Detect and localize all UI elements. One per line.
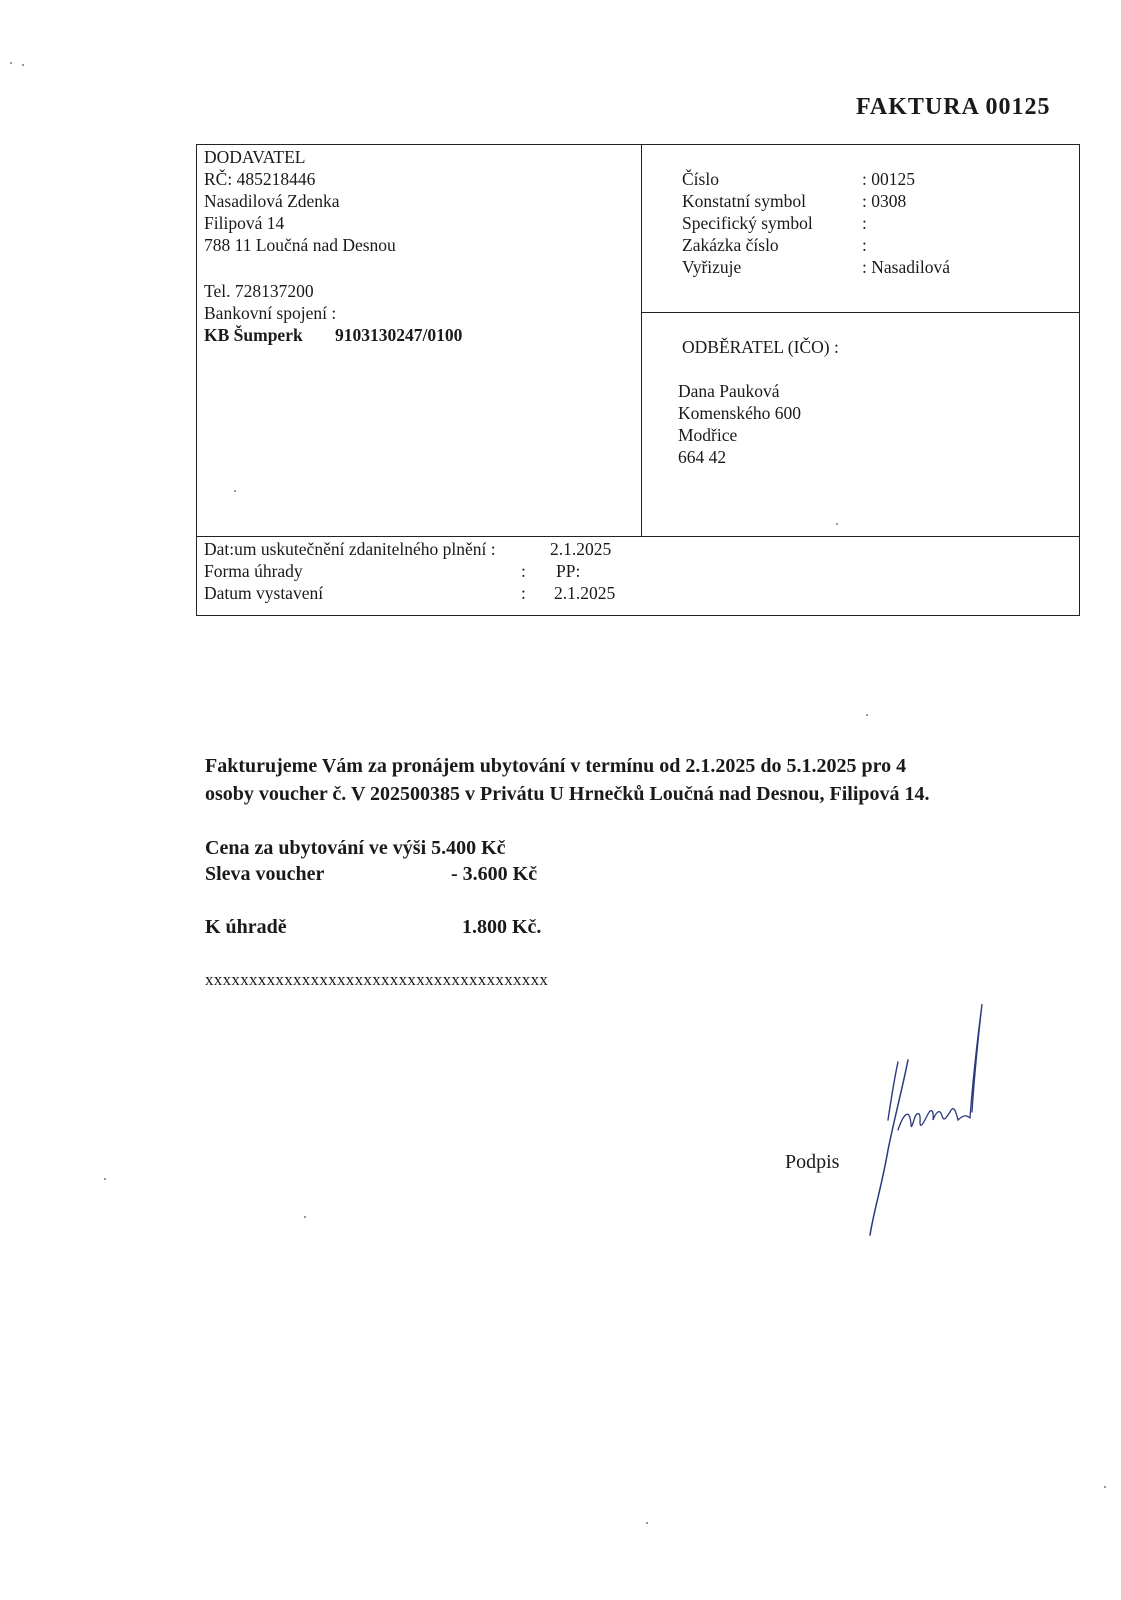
- total-label: K úhradě: [205, 916, 287, 938]
- signature-label: Podpis: [785, 1151, 840, 1173]
- info-value-konstantni: : 0308: [862, 191, 907, 211]
- info-value-zakazka: :: [862, 235, 867, 255]
- supplier-bank-name: KB Šumperk: [204, 325, 303, 345]
- table-divider-vertical: [641, 144, 642, 536]
- customer-name: Dana Pauková: [678, 381, 780, 401]
- discount-value: - 3.600 Kč: [451, 863, 538, 885]
- issue-date-colon: :: [521, 583, 526, 603]
- info-label-vyrizuje: Vyřizuje: [682, 257, 742, 277]
- customer-street: Komenského 600: [678, 403, 801, 423]
- info-value-vyrizuje: : Nasadilová: [862, 257, 950, 277]
- scan-speck: [836, 523, 838, 525]
- handwritten-signature: [858, 1000, 1008, 1240]
- supplier-bank-account: 9103130247/0100: [335, 325, 463, 345]
- total-value: 1.800 Kč.: [462, 916, 542, 938]
- payment-method-colon: :: [521, 561, 526, 581]
- scan-speck: [1104, 1486, 1106, 1488]
- table-divider-right: [641, 312, 1080, 313]
- price-label: Cena za ubytování ve výši 5.400 Kč: [205, 837, 506, 859]
- taxable-date-label: Dat:um uskutečnění zdanitelného plnění :: [204, 539, 496, 559]
- info-label-zakazka: Zakázka číslo: [682, 235, 779, 255]
- body-text-line-2: osoby voucher č. V 202500385 v Privátu U Hrnečků Loučná nad Desnou, Filipová 14.: [205, 783, 930, 805]
- customer-city: Modřice: [678, 425, 738, 445]
- scan-speck: [22, 64, 24, 66]
- supplier-phone: Tel. 728137200: [204, 281, 314, 301]
- discount-label: Sleva voucher: [205, 863, 325, 885]
- invoice-title: FAKTURA 00125: [856, 94, 1051, 120]
- supplier-bank-label: Bankovní spojení :: [204, 303, 337, 323]
- supplier-city: 788 11 Loučná nad Desnou: [204, 235, 396, 255]
- supplier-rc: RČ: 485218446: [204, 169, 316, 189]
- scan-speck: [234, 490, 236, 492]
- payment-method-value: PP:: [556, 561, 581, 581]
- issue-date-value: 2.1.2025: [554, 583, 616, 603]
- body-text-line-1: Fakturujeme Vám za pronájem ubytování v termínu od 2.1.2025 do 5.1.2025 pro 4: [205, 755, 907, 777]
- supplier-name: Nasadilová Zdenka: [204, 191, 340, 211]
- info-label-konstantni: Konstatní symbol: [682, 191, 806, 211]
- supplier-heading: DODAVATEL: [204, 147, 306, 167]
- info-label-specificky: Specifický symbol: [682, 213, 813, 233]
- scan-speck: [866, 714, 868, 716]
- supplier-street: Filipová 14: [204, 213, 285, 233]
- scan-speck: [104, 1178, 106, 1180]
- customer-heading: ODBĚRATEL (IČO) :: [682, 337, 839, 357]
- info-value-cislo: : 00125: [862, 169, 915, 189]
- issue-date-label: Datum vystavení: [204, 583, 324, 603]
- payment-method-label: Forma úhrady: [204, 561, 303, 581]
- scan-speck: [10, 62, 12, 64]
- separator-line: xxxxxxxxxxxxxxxxxxxxxxxxxxxxxxxxxxxxxxx: [205, 970, 549, 989]
- scan-speck: [304, 1216, 306, 1218]
- info-label-cislo: Číslo: [682, 169, 719, 189]
- info-value-specificky: :: [862, 213, 867, 233]
- taxable-date-value: 2.1.2025: [550, 539, 612, 559]
- customer-zip: 664 42: [678, 447, 727, 467]
- scan-speck: [646, 1522, 648, 1524]
